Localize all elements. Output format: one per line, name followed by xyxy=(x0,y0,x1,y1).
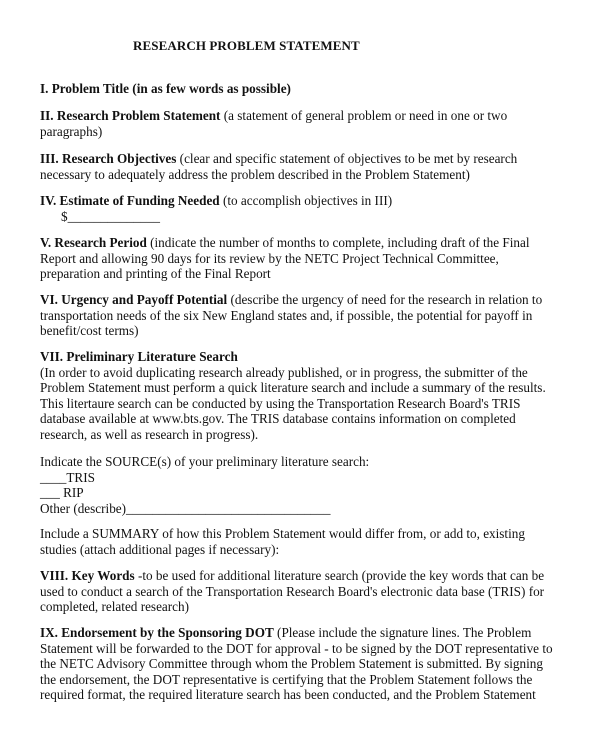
section-urgency-and-payoff xyxy=(40,292,580,339)
section-endorsement xyxy=(40,625,580,703)
section-research-objectives xyxy=(40,151,580,182)
summary-text: studies (attach additional pages if necessary): xyxy=(40,541,280,557)
section-text: (describe the urgency of need for the research in relation to xyxy=(227,292,543,307)
section-text: used to conduct a search of the Transportation Research Board's electronic data base (TRIS) for xyxy=(40,583,545,599)
section-text: transportation needs of the six New England states and, if possible, the potential for payoff in xyxy=(40,307,533,323)
section-text: benefit/cost terms) xyxy=(40,323,139,338)
section-heading: VI. Urgency and Payoff Potential xyxy=(40,292,228,307)
section-text: -to be used for additional literature search (provide the key words that can be xyxy=(134,568,545,583)
section-text: Problem Statement must perform a quick literature search and include a summary of the results. xyxy=(40,380,546,395)
section-heading: III. Research Objectives xyxy=(40,151,177,166)
section-heading: V. Research Period xyxy=(40,235,147,250)
section-research-period xyxy=(40,235,580,282)
section-text: the NETC Advisory Committee through whom the Problem Statement is submitted. By signing xyxy=(40,656,543,671)
section-research-problem-statement xyxy=(40,108,580,139)
section-text: (In order to avoid duplicating research already published, or in progress, the submitter of the xyxy=(40,364,528,380)
source-other-blank: Other (describe)_______________________________ xyxy=(40,500,331,516)
section-heading: I. Problem Title (in as few words as possible) xyxy=(40,81,291,96)
section-estimate-of-funding xyxy=(40,193,580,224)
section-text: necessary to adequately address the problem described in the Problem Statement) xyxy=(40,166,470,182)
page-title: RESEARCH PROBLEM STATEMENT xyxy=(133,38,360,53)
source-rip-blank: ___ RIP xyxy=(40,485,84,500)
section-text: the endorsement, the DOT representative is certifying that the Problem Statement follows the xyxy=(40,671,533,687)
section-heading: IV. Estimate of Funding Needed xyxy=(40,193,220,208)
section-heading: VIII. Key Words xyxy=(40,568,135,583)
section-heading: II. Research Problem Statement xyxy=(40,108,221,123)
section-text: paragraphs) xyxy=(40,123,103,139)
section-text: Report and allowing 90 days for its review by the NETC Project Technical Committee, xyxy=(40,250,499,266)
summary-text: Include a SUMMARY of how this Problem Statement would differ from, or add to, existing xyxy=(40,526,525,541)
section-text: database available at www.bts.gov. The TRIS database contains information on completed xyxy=(40,411,516,426)
summary-instructions xyxy=(40,526,580,557)
section-text: research, as well as research in progress). xyxy=(40,426,259,442)
section-text: (Please include the signature lines. The Problem xyxy=(273,625,532,640)
section-text: required format, the required literature search has been conducted, and the Problem Statement xyxy=(40,687,536,702)
section-heading: IX. Endorsement by the Sponsoring DOT xyxy=(40,625,274,640)
section-text: (indicate the number of months to complete, including draft of the Final xyxy=(146,235,530,250)
section-text: (to accomplish objectives in III) xyxy=(219,193,393,208)
section-text: preparation and printing of the Final Report xyxy=(40,266,271,281)
section-text: (a statement of general problem or need in one or two xyxy=(220,108,508,123)
section-key-words xyxy=(40,568,580,615)
sources-intro: Indicate the SOURCE(s) of your preliminary literature search: xyxy=(40,454,370,469)
source-tris-blank: ____TRIS xyxy=(40,469,95,485)
section-heading: VII. Preliminary Literature Search xyxy=(40,349,238,364)
section-problem-title xyxy=(40,81,580,97)
section-text: This litertaure search can be conducted by using the Transportation Research Board's TRIS xyxy=(40,395,521,411)
section-text: completed, related research) xyxy=(40,599,190,614)
section-text: (clear and specific statement of objectives to be met by research xyxy=(176,151,518,166)
literature-sources xyxy=(40,454,580,516)
funding-amount-blank: $______________ xyxy=(61,208,160,224)
section-preliminary-literature-search xyxy=(40,349,580,442)
section-text: Statement will be forwarded to the DOT for approval - to be signed by the DOT representative to xyxy=(40,640,553,656)
